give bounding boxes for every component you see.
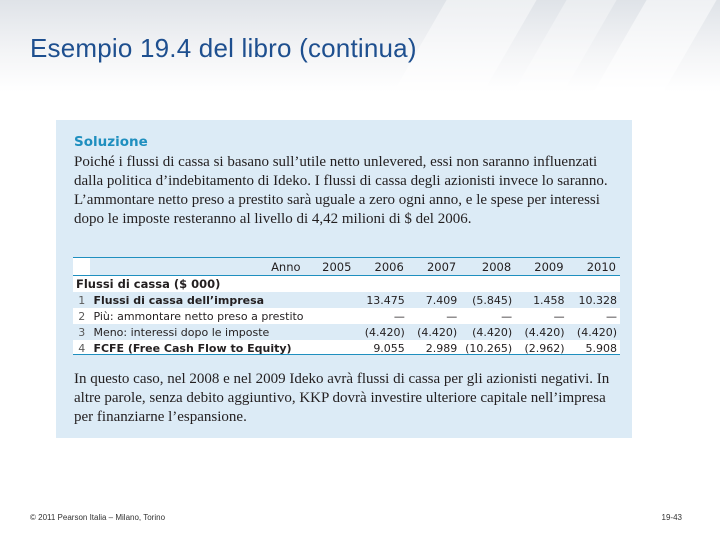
row-label: FCFE (Free Cash Flow to Equity) <box>93 341 292 355</box>
solution-paragraph-text: Poiché i flussi di cassa si basano sull’utile netto unlevered, essi non saranno influenzati dalla politica d’indebitamento di Ideko. I flussi di cassa degli azionisti invece lo saranno. L’ammontare netto preso a prestito sarà uguale a zero ogni anno, e le spese per interessi dopo le imposte resteranno al livello di 4,42 milioni di $ del 2006. <box>74 154 608 227</box>
row-value: — <box>446 309 458 323</box>
table-section-row <box>73 276 620 293</box>
row-value: (5.845) <box>460 292 515 308</box>
solution-conclusion <box>74 370 620 427</box>
table-row <box>73 324 620 340</box>
table-header-row <box>73 258 620 276</box>
row-value <box>307 340 356 356</box>
header-decoration <box>593 0 716 92</box>
year-2009: 2009 <box>515 258 567 276</box>
row-value: 9.055 <box>373 341 405 355</box>
row-value: — <box>501 309 513 323</box>
row-value: 2.989 <box>425 341 458 355</box>
row-label: Flussi di cassa dell’impresa <box>90 292 306 308</box>
row-value <box>307 324 356 340</box>
row-label: Più: ammontare netto preso a prestito <box>93 309 304 323</box>
row-value: — <box>606 309 617 323</box>
row-value: — <box>553 309 565 323</box>
row-value: — <box>393 309 405 323</box>
row-value: (2.962) <box>524 341 565 355</box>
year-header-label: Anno <box>90 258 306 276</box>
row-value: (10.265) <box>465 341 513 355</box>
row-number: 2 <box>78 309 86 323</box>
solution-conclusion-text: In questo caso, nel 2008 e nel 2009 Ideko avrà flussi di cassa per gli azionisti negativi. In altre parole, senza debito aggiuntivo, KKP dovrà investire ulteriore capitale nell’impresa per finanziarne l’espansione. <box>74 371 610 425</box>
row-value: 1.458 <box>515 292 567 308</box>
year-2007: 2007 <box>408 258 460 276</box>
slide-header <box>0 0 720 92</box>
solution-heading: Soluzione <box>74 134 148 150</box>
row-value: 13.475 <box>355 292 407 308</box>
solution-paragraph <box>74 153 620 229</box>
footer-page-number: 19-43 <box>661 513 682 522</box>
solution-panel <box>56 120 632 438</box>
cash-flow-table <box>73 258 620 356</box>
row-number: 1 <box>73 292 90 308</box>
row-number: 3 <box>73 324 90 340</box>
row-value: (4.420) <box>355 324 407 340</box>
slide-title: Esempio 19.4 del libro (continua) <box>30 33 417 63</box>
row-value: (4.420) <box>408 324 460 340</box>
row-value: (4.420) <box>568 324 620 340</box>
row-value: 7.409 <box>408 292 460 308</box>
row-value: (4.420) <box>460 324 515 340</box>
table-header-blank <box>73 258 90 276</box>
section-label: Flussi di cassa ($ 000) <box>76 277 221 291</box>
year-2006: 2006 <box>355 258 407 276</box>
row-number: 4 <box>78 341 86 355</box>
cash-flow-table-container <box>73 257 620 355</box>
year-2010: 2010 <box>568 258 620 276</box>
row-value <box>307 292 356 308</box>
row-value: 10.328 <box>568 292 620 308</box>
table-row <box>73 308 620 324</box>
year-2005: 2005 <box>307 258 356 276</box>
row-value <box>307 308 356 324</box>
year-2008: 2008 <box>460 258 515 276</box>
table-row <box>73 292 620 308</box>
table-row <box>73 340 620 356</box>
row-label: Meno: interessi dopo le imposte <box>90 324 306 340</box>
footer-copyright: © 2011 Pearson Italia – Milano, Torino <box>30 513 166 522</box>
row-value: 5.908 <box>585 341 617 355</box>
row-value: (4.420) <box>515 324 567 340</box>
